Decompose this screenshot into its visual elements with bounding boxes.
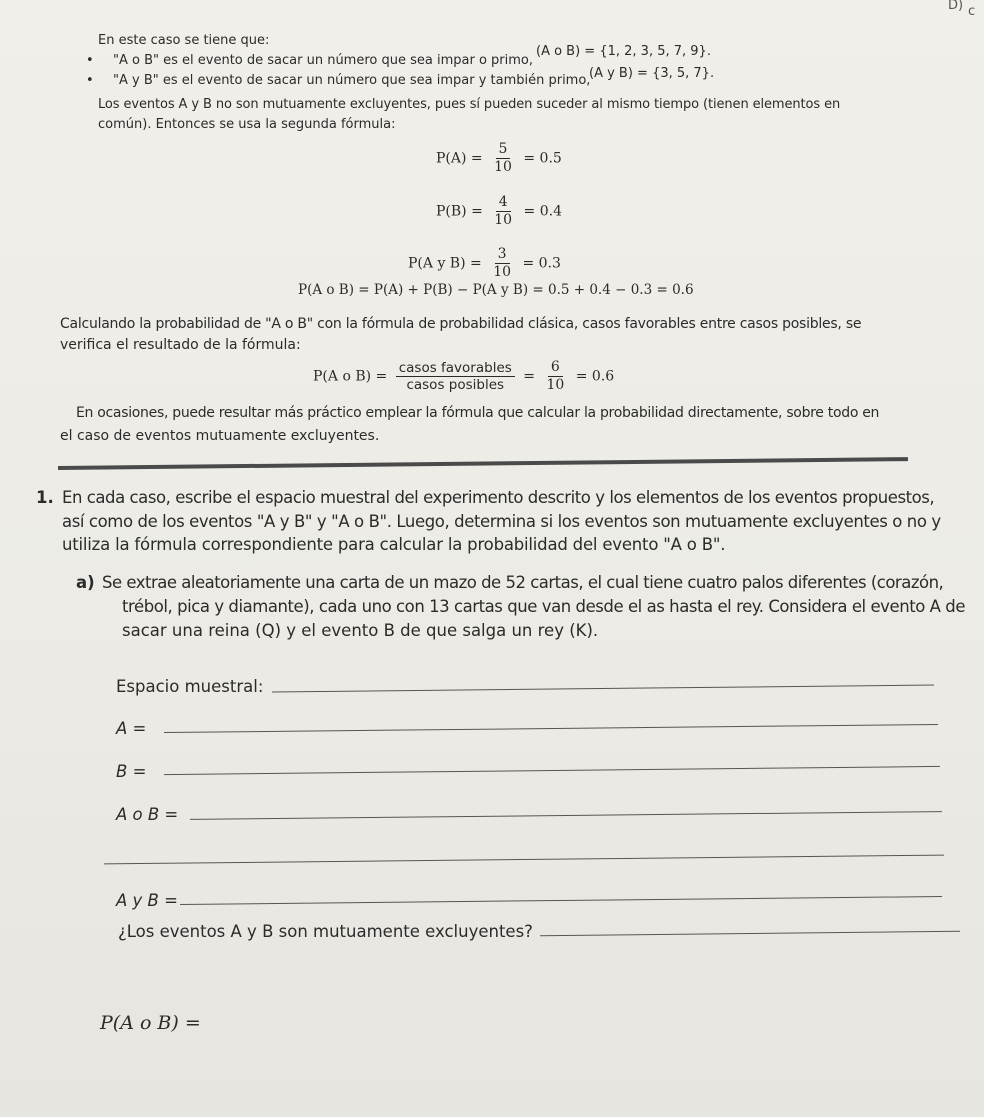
event-b-label: B = xyxy=(116,762,147,781)
formula-payb-result: = 0.3 xyxy=(522,255,561,272)
event-a-or-b-answer-line-2[interactable] xyxy=(104,855,944,865)
verify-num-words: casos favorables xyxy=(396,360,515,377)
bullet-dot-1: • xyxy=(86,53,94,68)
note-line1: En ocasiones, puede resultar más práctico emplear la fórmula que calcular la probabilidad directamente, sobre todo en xyxy=(76,405,880,421)
verify-den2: 10 xyxy=(546,376,565,393)
event-a-and-b-label: A y B = xyxy=(116,891,178,910)
formula-pa-den: 10 xyxy=(494,158,512,175)
intro-para-line1: Los eventos A y B no son mutuamente excluyentes, pues sí pueden suceder al mismo tiempo (tienen elementos en xyxy=(98,97,841,112)
formula-payb-fraction xyxy=(490,246,514,281)
verify-lhs: P(A o B) = xyxy=(313,368,388,385)
item-a-line1: Se extrae aleatoriamente una carta de un mazo de 52 cartas, el cual tiene cuatro palos diferentes (corazón, xyxy=(102,573,944,592)
event-a-answer-line[interactable] xyxy=(164,724,938,733)
verify-line2: verifica el resultado de la fórmula: xyxy=(60,337,301,353)
verify-fraction-words xyxy=(396,360,515,393)
bullet-1-text: "A o B" es el evento de sacar un número que sea impar o primo, xyxy=(113,53,533,68)
bullet-2-set: (A y B) = {3, 5, 7}. xyxy=(589,66,715,81)
formula-pa-num: 5 xyxy=(496,141,511,159)
event-a-label: A = xyxy=(116,719,147,738)
section-divider xyxy=(58,457,908,470)
exercise-number: 1. xyxy=(36,488,54,507)
exclusive-answer-line[interactable] xyxy=(540,931,960,936)
formula-pa-lhs: P(A) = xyxy=(436,150,483,167)
formula-pb xyxy=(436,194,562,229)
intro-lead: En este caso se tiene que: xyxy=(98,33,270,48)
verify-result: = 0.6 xyxy=(575,368,615,385)
formula-payb xyxy=(408,246,561,281)
item-a-line3: sacar una reina (Q) y el evento B de que salga un rey (K). xyxy=(122,621,599,640)
verify-line1: Calculando la probabilidad de "A o B" con la fórmula de probabilidad clásica, casos favorables entre casos posibles, se xyxy=(60,316,862,332)
verify-num2: 6 xyxy=(548,359,563,377)
sample-space-answer-line[interactable] xyxy=(272,685,934,693)
corner-mark-right: c xyxy=(968,4,976,19)
formula-pb-lhs: P(B) = xyxy=(436,203,483,220)
event-b-answer-line[interactable] xyxy=(164,766,940,775)
item-a-label: a) xyxy=(76,573,95,592)
exercise-line1: En cada caso, escribe el espacio muestral del experimento descrito y los elementos de los eventos propuestos, xyxy=(62,488,935,507)
sample-space-label: Espacio muestral: xyxy=(116,677,264,696)
formula-payb-lhs: P(A y B) = xyxy=(408,255,482,272)
formula-payb-den: 10 xyxy=(493,263,512,280)
note-line2: el caso de eventos mutuamente excluyentes. xyxy=(60,428,380,444)
formula-pa-fraction xyxy=(491,141,515,176)
formula-pb-result: = 0.4 xyxy=(523,203,562,220)
formula-pa-result: = 0.5 xyxy=(523,150,562,167)
formula-pb-fraction xyxy=(491,194,515,229)
verify-eq: = xyxy=(523,368,535,385)
verify-formula xyxy=(313,359,614,394)
formula-paob: P(A o B) = P(A) + P(B) − P(A y B) = 0.5 + 0.4 − 0.3 = 0.6 xyxy=(298,282,694,298)
verify-den-words: casos posibles xyxy=(406,376,505,393)
exercise-line3: utiliza la fórmula correspondiente para calcular la probabilidad del evento "A o B". xyxy=(62,535,726,554)
event-a-and-b-answer-line[interactable] xyxy=(180,896,942,905)
formula-pb-num: 4 xyxy=(496,194,511,212)
bullet-dot-2: • xyxy=(86,73,94,88)
corner-mark-left: D) xyxy=(948,0,964,13)
verify-fraction-numbers xyxy=(543,359,567,394)
exercise-line2: así como de los eventos "A y B" y "A o B". Luego, determina si los eventos son mutuamente excluyentes o no y xyxy=(62,512,941,531)
event-a-or-b-answer-line[interactable] xyxy=(190,811,942,820)
event-a-or-b-label: A o B = xyxy=(116,805,179,824)
exclusive-question: ¿Los eventos A y B son mutuamente excluyentes? xyxy=(118,922,533,941)
intro-para-line2: común). Entonces se usa la segunda fórmula: xyxy=(98,117,396,132)
bullet-1-set: (A o B) = {1, 2, 3, 5, 7, 9}. xyxy=(536,44,711,59)
item-a-line2: trébol, pica y diamante), cada uno con 13 cartas que van desde el as hasta el rey. Considera el evento A de xyxy=(122,597,966,616)
formula-pb-den: 10 xyxy=(494,211,513,228)
p-a-or-b-label: P(A o B) = xyxy=(100,1012,201,1034)
formula-pa xyxy=(436,141,562,176)
formula-payb-num: 3 xyxy=(495,246,510,264)
bullet-2-text: "A y B" es el evento de sacar un número que sea impar y también primo, xyxy=(113,73,591,88)
